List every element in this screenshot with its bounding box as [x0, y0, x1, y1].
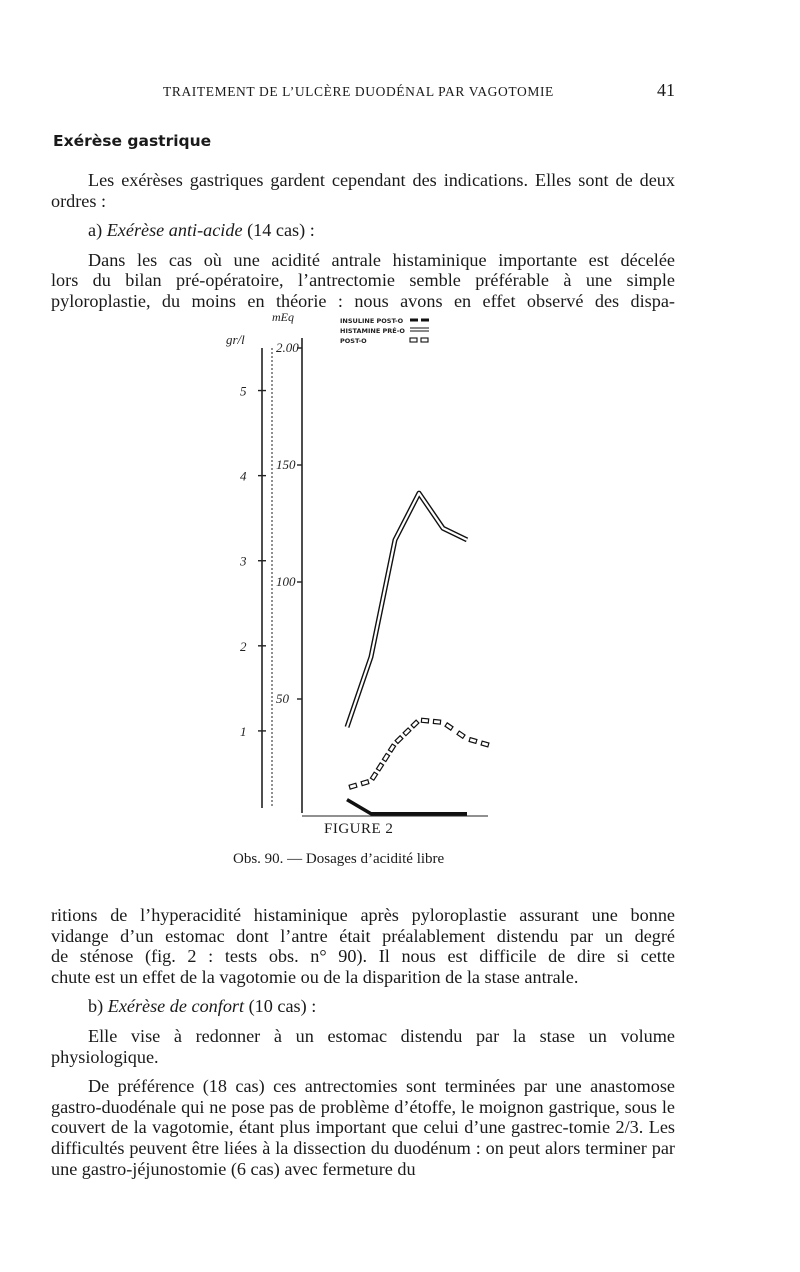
paragraph-line: de sténose (fig. 2 : tests obs. n° 90). Il nous est difficile de dire si cette: [51, 946, 675, 967]
series-post-o-mark: [445, 723, 453, 730]
paragraph-line: pyloroplastie, du moins en théorie : nous avons en effet observé des dispa-: [51, 290, 675, 311]
paragraph-line: Dans les cas où une acidité antrale histaminique importante est décelée: [88, 249, 675, 270]
series-post-o-mark: [403, 728, 411, 736]
series-histamine-pre-o-line: [347, 493, 467, 727]
series-post-o-mark: [361, 780, 369, 786]
paragraph-line: ritions de l’hyperacidité histaminique après pyloroplastie assurant une bonne: [51, 905, 675, 925]
item-a-prefix: a): [88, 220, 107, 241]
series-post-o-mark: [481, 741, 489, 747]
series-post-o-mark: [433, 719, 440, 724]
item-b-heading: [51, 996, 675, 1017]
text-block-bottom: [51, 905, 675, 1179]
left-axis-label: gr/l: [226, 332, 245, 347]
series-histamine-pre-o-inner: [347, 493, 467, 727]
left-tick-label: 2: [240, 638, 247, 654]
figure-caption: FIGURE 2: [324, 821, 394, 837]
series-post-o-mark: [395, 736, 403, 744]
section-title: Exérèse gastrique: [53, 132, 212, 150]
right-axis-label: mEq: [272, 310, 294, 324]
right-tick-label: 100: [276, 574, 296, 589]
series-post-o-mark: [370, 772, 377, 780]
series-post-o-mark: [469, 738, 477, 744]
item-a-suffix: (14 cas) :: [242, 220, 315, 241]
legend-label: INSULINE POST-O: [340, 317, 404, 325]
figure-2: [220, 308, 510, 838]
figure-subcaption: Obs. 90. — Dosages d’acidité libre: [233, 851, 445, 867]
item-b-suffix: (10 cas) :: [244, 996, 317, 1017]
paragraph-line: chute est un effet de la vagotomie ou de la disparition de la stase antrale.: [51, 966, 579, 987]
acidity-chart: [220, 308, 510, 838]
legend-label: POST-O: [340, 337, 367, 345]
series-post-o-mark: [411, 720, 419, 728]
paragraph-antrectomie: De préférence (18 cas) ces antrectomies sont terminées par une anastomose gastro-duodénale qui ne pose pas de problème d’étoffe, le moignon gastrique, sous le couvert de la vagotomie, étant plus important que celui d’une gastrec-tomie 2/3. Les difficultés peuvent être liées à la dissection du duodénum : on peut alors terminer par une gastro-jéjunostomie (6 cas) avec fermeture du: [51, 1076, 675, 1179]
left-tick-label: 4: [240, 468, 247, 484]
running-head: TRAITEMENT DE L’ULCÈRE DUODÉNAL PAR VAGOTOMIE: [163, 84, 554, 99]
legend-swatch: [410, 338, 417, 342]
item-a-heading: [51, 220, 675, 241]
right-tick-label: 2.00: [276, 340, 299, 355]
series-post-o-mark: [457, 731, 465, 738]
right-tick-label: 50: [276, 691, 289, 706]
series-insuline-post-o-line: [347, 800, 467, 814]
series-post-o-mark: [382, 753, 389, 761]
page-number: 41: [657, 80, 675, 100]
series-post-o-mark: [376, 763, 383, 771]
series-post-o-mark: [349, 783, 357, 789]
paragraph-intro: Les exérèses gastriques gardent cependant des indications. Elles sont de deux ordres :: [51, 170, 675, 211]
paragraph-confort: Elle vise à redonner à un estomac distendu par la stase un volume physiologique.: [51, 1025, 675, 1067]
legend-label: HISTAMINE PRÉ-O: [340, 327, 405, 335]
item-b-prefix: b): [88, 996, 108, 1017]
series-post-o-mark: [421, 718, 428, 723]
item-a-title: Exérèse anti-acide: [106, 220, 243, 241]
series-post-o-mark: [388, 744, 395, 752]
paragraph-line: lors du bilan pré-opératoire, l’antrectomie semble préférable à une simple: [51, 270, 675, 291]
right-tick-label: 150: [276, 457, 296, 472]
left-tick-label: 1: [240, 723, 247, 739]
paragraph-line: vidange d’un estomac dont l’antre était préalablement distendu par un degré: [51, 925, 675, 946]
left-tick-label: 3: [240, 553, 247, 569]
left-tick-label: 5: [240, 383, 247, 399]
legend-swatch: [421, 338, 428, 342]
item-b-title: Exérèse de confort: [107, 996, 245, 1017]
chart-legend: [340, 317, 429, 345]
text-block-top: [51, 170, 675, 312]
